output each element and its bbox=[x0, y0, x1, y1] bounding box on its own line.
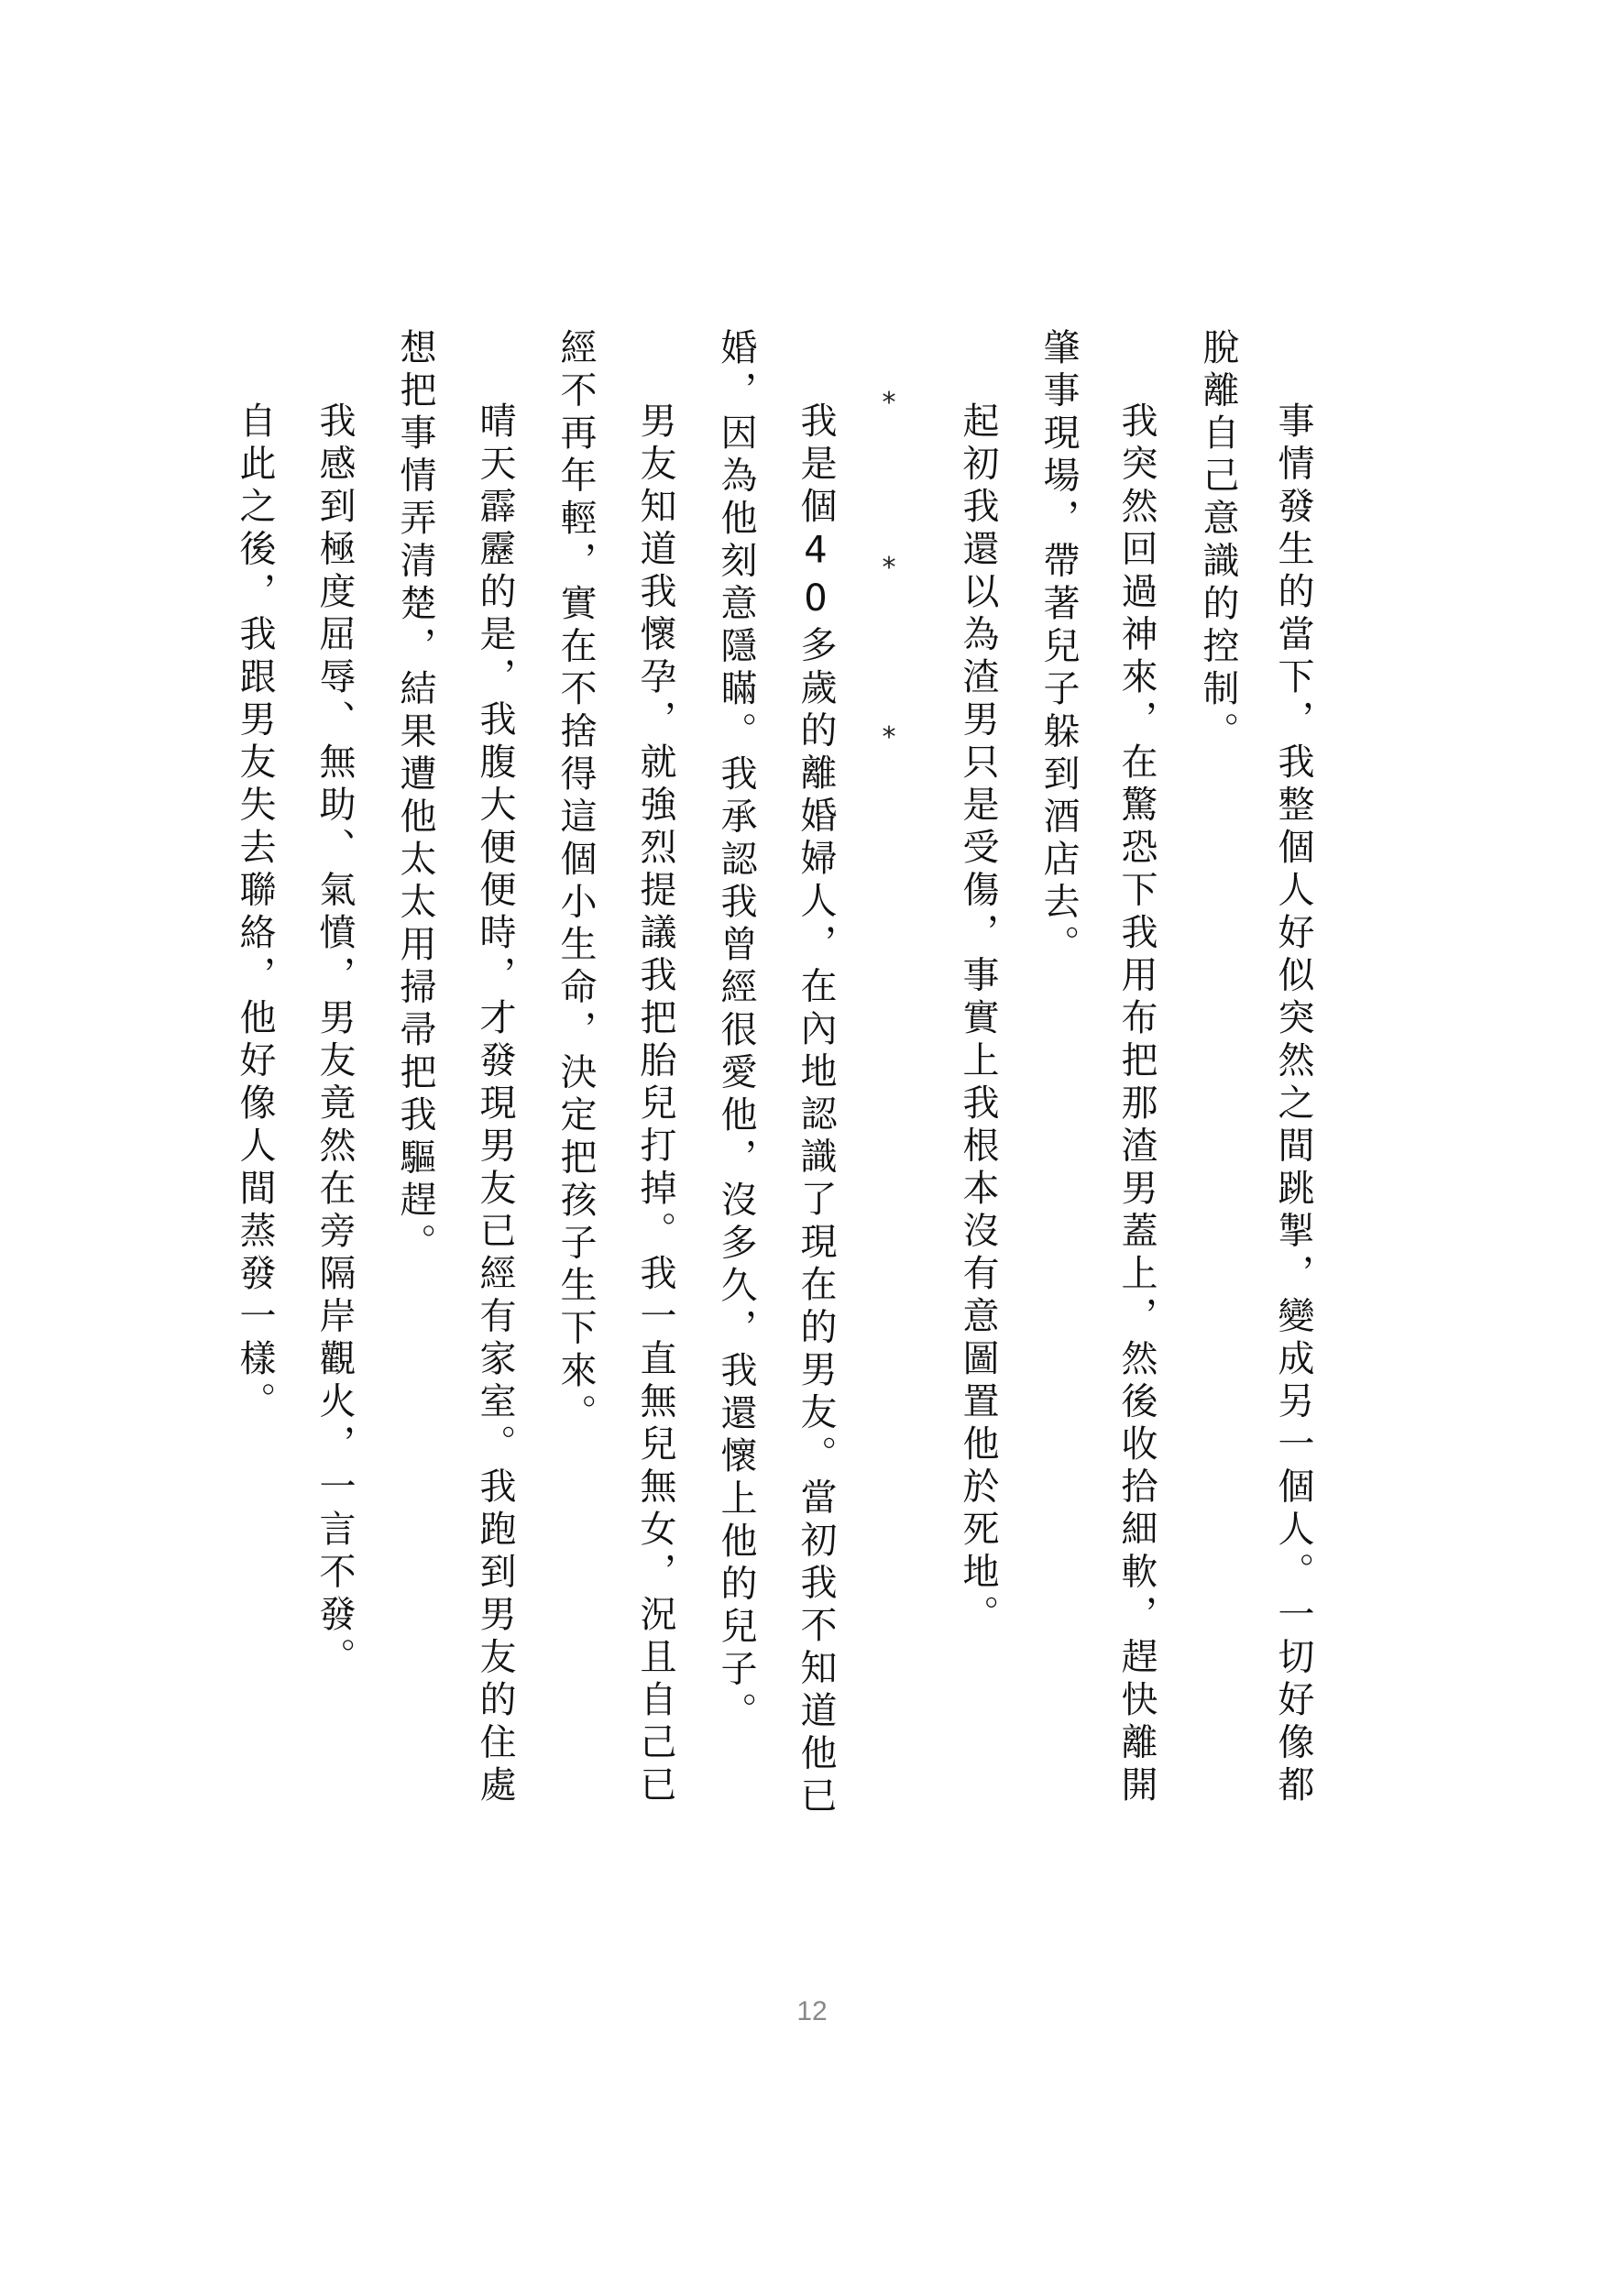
separator-star-2: * bbox=[882, 552, 896, 584]
text-column-6: 我是個40多歲的離婚婦人，在內地認識了現在的男友。當初我不知道他已 bbox=[795, 401, 837, 1819]
separator-star-3: * bbox=[882, 721, 896, 753]
text-column-2: 脫離自己意識的控制。 bbox=[1197, 328, 1239, 754]
text-column-5: 起初我還以為渣男只是受傷，事實上我根本沒有意圖置他於死地。 bbox=[957, 401, 999, 1638]
text-column-12: 我感到極度屈辱、無助、氣憤，男友竟然在旁隔岸觀火，一言不發。 bbox=[313, 401, 356, 1680]
text-column-1: 事情發生的當下，我整個人好似突然之間跳掣，變成另一個人。一切好像都 bbox=[1272, 401, 1314, 1808]
text-column-7: 婚，因為他刻意隱瞞。我承認我曾經很愛他，沒多久，我還懷上他的兒子。 bbox=[715, 328, 757, 1735]
section-separator bbox=[875, 387, 903, 774]
text-column-9: 經不再年輕，實在不捨得這個小生命，決定把孩子生下來。 bbox=[554, 328, 597, 1436]
text-column-3: 我突然回過神來，在驚恐下我用布把那渣男蓋上，然後收拾細軟，趕快離開 bbox=[1115, 401, 1158, 1808]
text-column-11: 想把事情弄清楚，結果遭他太太用掃帚把我驅趕。 bbox=[394, 328, 436, 1266]
text-column-13: 自此之後，我跟男友失去聯絡，他好像人間蒸發一樣。 bbox=[234, 401, 276, 1424]
text-column-8: 男友知道我懷孕，就強烈提議我把胎兒打掉。我一直無兒無女，況且自己已 bbox=[634, 401, 676, 1808]
text-column-4: 肇事現場，帶著兒子躲到酒店去。 bbox=[1037, 328, 1080, 968]
text-column-10: 晴天霹靂的是，我腹大便便時，才發現男友已經有家室。我跑到男友的住處 bbox=[474, 401, 516, 1808]
page-number: 12 bbox=[796, 1996, 828, 2026]
separator-star-1: * bbox=[882, 387, 896, 419]
